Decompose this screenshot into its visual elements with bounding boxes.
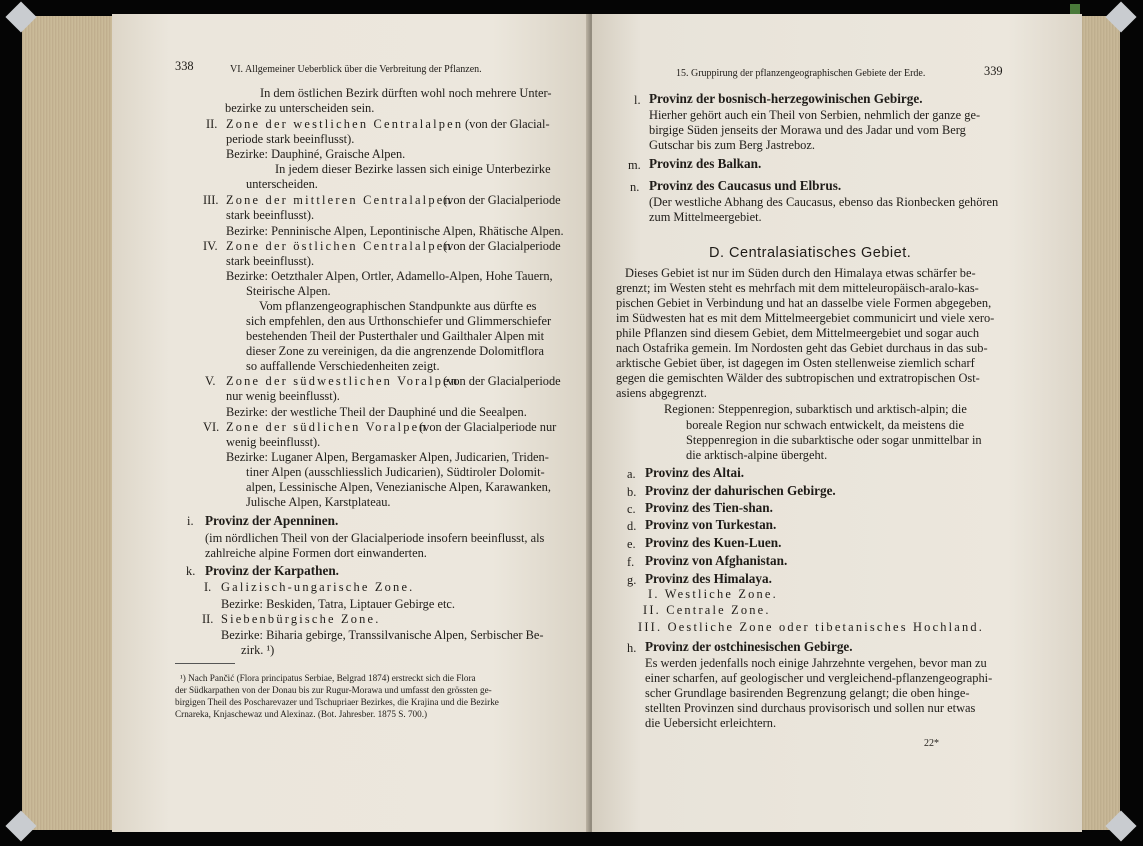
list-marker: l. xyxy=(634,93,641,107)
zone-title: Zone der östlichen Centralalpen xyxy=(226,239,453,253)
text-line: zum Mittelmeergebiet. xyxy=(649,210,762,224)
text-line: sich empfehlen, den aus Urthonschiefer und Glimmerschiefer xyxy=(246,314,552,328)
text-line: Bezirke: Beskiden, Tatra, Liptauer Gebirge etc. xyxy=(221,597,456,611)
text-line: Bezirke: Dauphiné, Graische Alpen. xyxy=(226,147,406,161)
list-marker: d. xyxy=(627,519,637,533)
zone-title: Zone der südwestlichen Voralpen xyxy=(226,374,460,388)
list-marker: b. xyxy=(627,485,637,499)
text-line: In jedem dieser Bezirke lassen sich einige Unterbezirke xyxy=(275,162,551,176)
list-marker: I. xyxy=(204,580,212,594)
text-line: so auffallende Verschiedenheiten zeigt. xyxy=(246,359,440,373)
list-marker: h. xyxy=(627,641,637,655)
list-marker: m. xyxy=(628,158,641,172)
text-line: phile Pflanzen sind diesem Gebiet, dem Mittelmeergebiet und sogar auch xyxy=(616,326,980,340)
list-marker: VI. xyxy=(203,420,220,434)
zone-title: I. Westliche Zone. xyxy=(648,587,778,601)
province-heading: Provinz des Tien-shan. xyxy=(645,500,773,515)
footnote-line: birgigen Theil des Poscharevazer und Tschupriaer Bezirkes, die Krajina und die Bezirke xyxy=(175,697,499,707)
list-marker: e. xyxy=(627,537,636,551)
text-line: asiens abgegrenzt. xyxy=(616,386,707,400)
text-line: (Der westliche Abhang des Caucasus, ebenso das Rionbecken gehören xyxy=(649,195,999,209)
footnote-rule xyxy=(175,663,235,664)
text-line: Bezirke: Luganer Alpen, Bergamasker Alpen, Judicarien, Triden- xyxy=(226,450,549,464)
province-heading: Provinz der dahurischen Gebirge. xyxy=(645,483,836,498)
text-line: Bezirke: der westliche Theil der Dauphiné und die Seealpen. xyxy=(226,405,527,419)
signature-mark: 22* xyxy=(924,738,939,749)
zone-title: Zone der westlichen Centralalpen xyxy=(226,117,464,131)
text-line: wenig beeinflusst). xyxy=(226,435,321,449)
text-line: (von der Glacialperiode xyxy=(443,374,561,388)
text-line: arktische Gebiet über, ist dagegen im Osten stellenweise ziemlich scharf xyxy=(616,356,975,370)
text-line: scher Grundlage basirenden Begrenzung gelangt; die oben hinge- xyxy=(645,686,970,700)
text-line: tiner Alpen (ausschliesslich Judicarien), Südtiroler Dolomit- xyxy=(246,465,545,479)
list-marker: n. xyxy=(630,180,640,194)
text-line: (von der Glacial- xyxy=(465,117,550,131)
text-line: bestehenden Theil der Pusterthaler und Gailthaler Alpen mit xyxy=(246,329,545,343)
list-marker: II. xyxy=(206,117,218,131)
color-mark xyxy=(1070,4,1080,14)
footnote-line: Crnareka, Knjaschewaz und Alexinaz. (Bot. Jahresber. 1875 S. 700.) xyxy=(175,709,428,719)
text-line: Steppenregion in die subarktische oder sogar unmittelbar in xyxy=(686,433,982,447)
text-line: Julische Alpen, Karstplateau. xyxy=(246,495,391,509)
text-line: stark beeinflusst). xyxy=(226,254,315,268)
text-line: periode stark beeinflusst). xyxy=(226,132,355,146)
province-heading: Provinz der ostchinesischen Gebirge. xyxy=(645,639,853,654)
province-heading: Provinz des Himalaya. xyxy=(645,571,772,586)
province-heading: Provinz des Altai. xyxy=(645,465,745,480)
text-line: Vom pflanzengeographischen Standpunkte aus dürfte es xyxy=(259,299,537,313)
text-line: (von der Glacialperiode nur xyxy=(419,420,557,434)
page-number: 339 xyxy=(984,64,1003,78)
list-marker: V. xyxy=(205,374,216,388)
text-line: zahlreiche alpine Formen dort einwanderten. xyxy=(205,546,427,560)
list-marker: g. xyxy=(627,573,637,587)
text-line: birgige Süden jenseits der Morawa und des Jadar und vom Berg xyxy=(649,123,966,137)
list-marker: c. xyxy=(627,502,636,516)
list-marker: a. xyxy=(627,467,636,481)
running-head: 15. Gruppirung der pflanzengeographischen Gebiete der Erde. xyxy=(676,68,926,79)
text-line: grenzt; im Westen steht es mehrfach mit dem mitteleuropäisch-aralo-kas- xyxy=(616,281,979,295)
province-heading: Provinz von Turkestan. xyxy=(645,517,777,532)
text-line: pischen Gebiet in Verbindung und hat an dasselbe viele Formen abgegeben, xyxy=(616,296,992,310)
text-line: dieser Zone zu vereinigen, da die angrenzende Dolomitflora xyxy=(246,344,544,358)
text-line: Hierher gehört auch ein Theil von Serbien, nehmlich der ganze ge- xyxy=(649,108,981,122)
text-line: Gutschar bis zum Berg Jastreboz. xyxy=(649,138,815,152)
list-marker: k. xyxy=(186,564,196,578)
province-heading: Provinz des Kuen-Luen. xyxy=(645,535,782,550)
footnote-line: der Südkarpathen von der Donau bis zur Rugur-Morawa und umfasst den grössten ge- xyxy=(175,685,492,695)
zone-title: III. Oestliche Zone oder tibetanisches Hochland. xyxy=(638,620,985,634)
text-line: Steirische Alpen. xyxy=(246,284,331,298)
text-line: die Uebersicht erleichtern. xyxy=(645,716,777,730)
text-line: boreale Region nur schwach entwickelt, da meistens die xyxy=(686,418,965,432)
province-heading: Provinz der bosnisch-herzegowinischen Gebirge. xyxy=(649,91,923,106)
text-line: Bezirke: Biharia gebirge, Transsilvanische Alpen, Serbischer Be- xyxy=(221,628,544,642)
list-marker: III. xyxy=(203,193,219,207)
zone-title: Galizisch-ungarische Zone. xyxy=(221,580,415,594)
list-marker: IV. xyxy=(203,239,218,253)
text-line: nur wenig beeinflusst). xyxy=(226,389,340,403)
province-heading: Provinz des Balkan. xyxy=(649,156,762,171)
left-page-stack xyxy=(22,16,118,830)
text-line: (von der Glacialperiode xyxy=(443,239,561,253)
text-line: (im nördlichen Theil von der Glacialperiode insofern beeinflusst, als xyxy=(205,531,545,545)
list-marker: i. xyxy=(187,514,194,528)
text-line: In dem östlichen Bezirk dürften wohl noch mehrere Unter- xyxy=(260,86,552,100)
text-line: Bezirke: Penninische Alpen, Lepontinische Alpen, Rhätische Alpen. xyxy=(226,224,564,238)
text-line: unterscheiden. xyxy=(246,177,318,191)
text-line: im Südwesten hat es mit dem Mittelmeergebiet communicirt und viele xero- xyxy=(616,311,995,325)
list-marker: f. xyxy=(627,555,635,569)
running-head: VI. Allgemeiner Ueberblick über die Verbreitung der Pflanzen. xyxy=(230,64,482,75)
text-line: (von der Glacialperiode xyxy=(443,193,561,207)
zone-title: Siebenbürgische Zone. xyxy=(221,612,381,626)
list-marker: II. xyxy=(202,612,214,626)
province-heading: Provinz der Karpathen. xyxy=(205,563,339,578)
text-line: einer scharfen, auf geologischer und vergleichend-pflanzengeographi- xyxy=(645,671,993,685)
zone-title: Zone der südlichen Voralpen xyxy=(226,420,428,434)
province-heading: Provinz der Apenninen. xyxy=(205,513,339,528)
text-line: nach Ostafrika gemein. Im Nordosten geht das Gebiet durchaus in das sub- xyxy=(616,341,988,355)
text-line: gegen die gemischten Wälder des subtropischen und extratropischen Ost- xyxy=(616,371,980,385)
text-line: die arktisch-alpine übergeht. xyxy=(686,448,828,462)
province-heading: Provinz von Afghanistan. xyxy=(645,553,788,568)
province-heading: Provinz des Caucasus und Elbrus. xyxy=(649,178,842,193)
text-line: Dieses Gebiet ist nur im Süden durch den Himalaya etwas schärfer be- xyxy=(625,266,976,280)
footnote-line: ¹) Nach Pančić (Flora principatus Serbiae, Belgrad 1874) erstreckt sich die Flora xyxy=(180,673,476,683)
text-line: Es werden jedenfalls noch einige Jahrzehnte vergehen, bevor man zu xyxy=(645,656,987,670)
zone-title: II. Centrale Zone. xyxy=(643,603,771,617)
text-line: stark beeinflusst). xyxy=(226,208,315,222)
zone-title: Zone der mittleren Centralalpen xyxy=(226,193,453,207)
text-line: stellten Provinzen sind durchaus provisorisch und sollen nur etwas xyxy=(645,701,976,715)
text-line: Bezirke: Oetzthaler Alpen, Ortler, Adamello-Alpen, Hohe Tauern, xyxy=(226,269,553,283)
text-line: bezirke zu unterscheiden sein. xyxy=(225,101,375,115)
text-line: Regionen: Steppenregion, subarktisch und arktisch-alpin; die xyxy=(664,402,967,416)
text-line: zirk. ¹) xyxy=(241,643,275,657)
text-line: alpen, Lessinische Alpen, Venezianische Alpen, Karawanken, xyxy=(246,480,551,494)
page-number: 338 xyxy=(175,59,194,73)
section-heading: D. Centralasiatisches Gebiet. xyxy=(709,245,912,261)
